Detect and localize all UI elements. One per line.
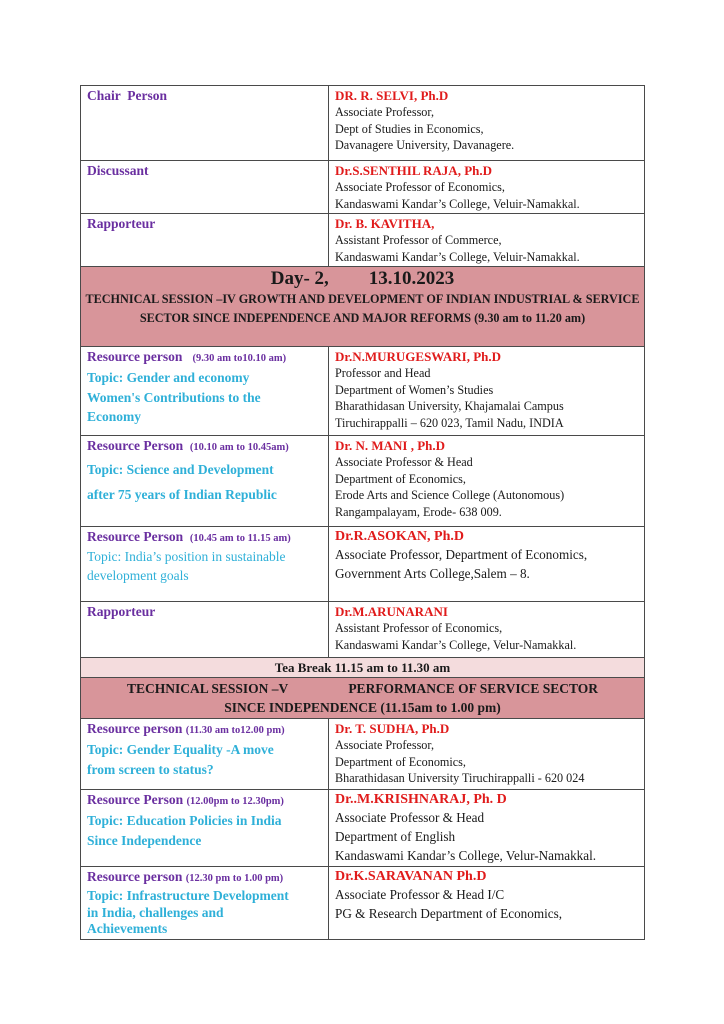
person-name: Dr..M.KRISHNARAJ, Ph. D — [335, 792, 507, 807]
person-detail: Tiruchirappalli – 620 023, Tamil Nadu, INDIA — [335, 415, 564, 430]
time-slot: (11.30 am to12.00 pm) — [185, 725, 285, 736]
topic-line: Since Independence — [87, 833, 202, 848]
table-row-talk — [81, 867, 645, 940]
person-detail: Kandaswami Kandar’s College, Veluir-Namakkal. — [335, 249, 580, 264]
day-label: Day- 2, — [270, 268, 329, 289]
person-detail: Rangampalayam, Erode- 638 009. — [335, 504, 502, 519]
time-slot: (12.00pm to 12.30pm) — [186, 796, 284, 807]
table-row-talk — [81, 527, 645, 602]
topic-line: Women's Contributions to the — [87, 389, 261, 405]
person-detail: Bharathidasan University Tiruchirappalli - 620 024 — [335, 771, 585, 785]
session-header-row — [81, 267, 645, 347]
person-detail: Department of Economics, — [335, 754, 466, 769]
schedule-table — [80, 85, 645, 940]
person-detail: Kandaswami Kandar’s College, Velur-Namakkal. — [335, 848, 597, 863]
session-title: TECHNICAL SESSION –IV GROWTH AND DEVELOPMENT OF INDIAN INDUSTRIAL & SERVICE SECTOR SINCE INDEPENDENCE AND MAJOR REFORMS (9.30 am to 11.20 am) — [85, 292, 640, 325]
table-row-talk — [81, 347, 645, 436]
person-detail: PG & Research Department of Economics, — [335, 906, 563, 921]
person-detail: Bharathidasan University, Khajamalai Campus — [335, 399, 564, 413]
table-row-talk — [81, 790, 645, 867]
topic-line: Topic: Education Policies in India — [87, 813, 282, 828]
person-detail: Assistant Professor of Economics, — [335, 621, 503, 635]
person-detail: Associate Professor, — [335, 738, 435, 752]
time-slot: (9.30 am to10.10 am) — [192, 353, 287, 364]
person-detail: Associate Professor, — [335, 105, 435, 119]
topic-line: Topic: Infrastructure Development — [87, 888, 289, 903]
person-detail: Assistant Professor of Commerce, — [335, 233, 502, 247]
table-row-discussant — [81, 161, 645, 214]
role-label: Discussant — [87, 163, 149, 178]
person-name: Dr.N.MURUGESWARI, Ph.D — [335, 349, 502, 364]
topic-line: from screen to status? — [87, 761, 214, 777]
time-slot: (10.10 am to 10.45am) — [189, 442, 289, 453]
topic-line: Achievements — [87, 921, 168, 936]
tea-break-row — [81, 658, 645, 678]
person-detail: Associate Professor & Head I/C — [335, 887, 505, 902]
person-name: Dr. T. SUDHA, Ph.D — [335, 721, 450, 736]
day-heading — [85, 268, 640, 290]
topic-line: Topic: Gender Equality -A move — [87, 742, 274, 757]
role-label: Resource person (9.30 am to10.10 am) — [87, 349, 287, 364]
table-row-chair-person — [81, 86, 645, 161]
person-detail: Government Arts College,Salem – 8. — [335, 566, 530, 581]
topic-line: in India, challenges and — [87, 904, 224, 920]
person-name: Dr.R.ASOKAN, Ph.D — [335, 529, 464, 544]
table-row-talk — [81, 719, 645, 790]
role-label: Resource Person (10.45 am to 11.15 am) — [87, 529, 291, 544]
person-detail: Professor and Head — [335, 366, 431, 380]
person-name: Dr. N. MANI , Ph.D — [335, 438, 446, 453]
person-detail: Associate Professor of Economics, — [335, 180, 505, 194]
topic-line: after 75 years of Indian Republic — [87, 487, 277, 502]
person-name: Dr.S.SENTHIL RAJA, Ph.D — [335, 163, 493, 178]
topic-line: Economy — [87, 409, 141, 424]
role-label: Resource Person (10.10 am to 10.45am) — [87, 438, 289, 453]
person-detail: Department of Economics, — [335, 471, 466, 486]
person-detail: Davanagere University, Davanagere. — [335, 138, 515, 152]
topic-line: Topic: India’s position in sustainable — [87, 549, 286, 564]
role-label: Chair Person — [87, 88, 167, 103]
role-label: Rapporteur — [87, 604, 156, 619]
person-name: Dr. B. KAVITHA, — [335, 216, 435, 231]
day-date: 13.10.2023 — [368, 268, 455, 289]
tea-break-label: Tea Break 11.15 am to 11.30 am — [274, 660, 451, 675]
topic-line: development goals — [87, 567, 189, 583]
topic-line: Topic: Gender and economy — [87, 370, 250, 385]
person-detail: Kandaswami Kandar’s College, Veluir-Namakkal. — [335, 196, 580, 211]
table-row-rapporteur — [81, 214, 645, 267]
table-row-talk — [81, 436, 645, 527]
person-detail: Associate Professor & Head — [335, 455, 473, 469]
session-title-line: SINCE INDEPENDENCE (11.15am to 1.00 pm) — [224, 700, 501, 715]
session-title-line: TECHNICAL SESSION –V PERFORMANCE OF SERVICE SECTOR — [127, 681, 598, 696]
person-detail: Associate Professor, Department of Economics, — [335, 547, 588, 562]
person-detail: Department of Women’s Studies — [335, 382, 494, 397]
time-slot: (12.30 pm to 1.00 pm) — [185, 873, 284, 884]
person-detail: Kandaswami Kandar’s College, Velur-Namakkal. — [335, 637, 577, 652]
person-detail: Erode Arts and Science College (Autonomous) — [335, 488, 565, 502]
role-label: Resource Person (12.00pm to 12.30pm) — [87, 792, 284, 807]
session-header-row — [81, 678, 645, 719]
person-name: Dr.K.SARAVANAN Ph.D — [335, 869, 487, 884]
role-label: Resource person (11.30 am to12.00 pm) — [87, 721, 285, 736]
person-detail: Department of English — [335, 829, 456, 844]
role-label: Resource person (12.30 pm to 1.00 pm) — [87, 869, 284, 884]
person-name: Dr.M.ARUNARANI — [335, 604, 448, 619]
person-detail: Associate Professor & Head — [335, 810, 485, 825]
time-slot: (10.45 am to 11.15 am) — [189, 533, 291, 544]
person-detail: Dept of Studies in Economics, — [335, 121, 484, 136]
role-label: Rapporteur — [87, 216, 156, 231]
person-name: DR. R. SELVI, Ph.D — [335, 88, 449, 103]
topic-line: Topic: Science and Development — [87, 462, 274, 477]
table-row-rapporteur-session — [81, 602, 645, 658]
